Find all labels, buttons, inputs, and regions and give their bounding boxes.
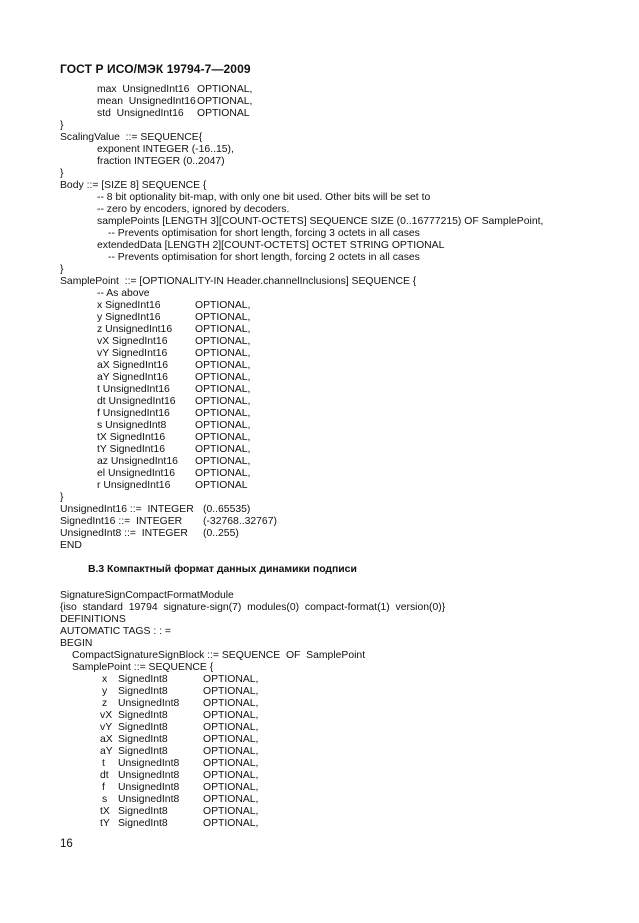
code-token: OPTIONAL, bbox=[195, 408, 251, 419]
code-token: vY SignedInt16 bbox=[97, 348, 168, 359]
code-line bbox=[60, 216, 620, 228]
code-token: max UnsignedInt16 bbox=[97, 84, 190, 95]
code-token: (0..65535) bbox=[203, 504, 251, 515]
code-line bbox=[60, 782, 620, 794]
code-token: OPTIONAL, bbox=[203, 770, 259, 781]
code-token: x SignedInt16 bbox=[97, 300, 161, 311]
code-token: } bbox=[60, 264, 64, 275]
code-token: } bbox=[60, 120, 64, 131]
code-token: BEGIN bbox=[60, 638, 93, 649]
code-token: OPTIONAL, bbox=[195, 468, 251, 479]
code-token: OPTIONAL, bbox=[195, 324, 251, 335]
code-token: SamplePoint ::= [OPTIONALITY-IN Header.channelInclusions] SEQUENCE { bbox=[60, 276, 417, 287]
code-token: SamplePoint ::= SEQUENCE { bbox=[72, 662, 214, 673]
code-line bbox=[60, 492, 620, 504]
code-token: SignedInt8 bbox=[118, 746, 168, 757]
code-line bbox=[60, 602, 620, 614]
code-token: END bbox=[60, 540, 82, 551]
code-token: vX SignedInt16 bbox=[97, 336, 168, 347]
code-token: s UnsignedInt8 bbox=[97, 420, 167, 431]
code-token: vY bbox=[100, 722, 113, 733]
code-line bbox=[60, 758, 620, 770]
code-token: z bbox=[102, 698, 108, 709]
code-line bbox=[60, 698, 620, 710]
code-line bbox=[60, 312, 620, 324]
code-token: y bbox=[102, 686, 108, 697]
code-token: el UnsignedInt16 bbox=[97, 468, 175, 479]
code-token: t bbox=[102, 758, 105, 769]
code-line bbox=[60, 746, 620, 758]
code-line bbox=[60, 686, 620, 698]
code-token: dt UnsignedInt16 bbox=[97, 396, 176, 407]
code-token: ScalingValue ::= SEQUENCE{ bbox=[60, 132, 203, 143]
code-line bbox=[60, 444, 620, 456]
code-token: aY bbox=[100, 746, 113, 757]
code-token: z UnsignedInt16 bbox=[97, 324, 173, 335]
code-line bbox=[60, 540, 620, 552]
code-token: UnsignedInt8 ::= INTEGER bbox=[60, 528, 188, 539]
code-line bbox=[60, 156, 620, 168]
page-number: 16 bbox=[60, 838, 73, 850]
asn1-code-block-1 bbox=[60, 84, 620, 552]
code-token: OPTIONAL, bbox=[203, 698, 259, 709]
code-token: OPTIONAL, bbox=[203, 686, 259, 697]
code-token: f bbox=[102, 782, 105, 793]
code-line bbox=[60, 710, 620, 722]
code-line bbox=[60, 252, 620, 264]
code-token: az UnsignedInt16 bbox=[97, 456, 178, 467]
code-line bbox=[60, 468, 620, 480]
code-line bbox=[60, 132, 620, 144]
code-line bbox=[60, 806, 620, 818]
code-token: OPTIONAL bbox=[197, 108, 250, 119]
code-line bbox=[60, 240, 620, 252]
code-token: OPTIONAL, bbox=[197, 96, 253, 107]
code-token: -- Prevents optimisation for short length, forcing 2 octets in all cases bbox=[108, 252, 420, 263]
code-token: SignedInt8 bbox=[118, 686, 168, 697]
code-token: OPTIONAL, bbox=[195, 444, 251, 455]
code-token: OPTIONAL, bbox=[195, 360, 251, 371]
code-token: OPTIONAL, bbox=[203, 782, 259, 793]
code-line bbox=[60, 204, 620, 216]
code-line bbox=[60, 144, 620, 156]
code-line bbox=[60, 528, 620, 540]
code-token: tX SignedInt16 bbox=[97, 432, 166, 443]
code-token: -- Prevents optimisation for short length, forcing 3 octets in all cases bbox=[108, 228, 420, 239]
code-line bbox=[60, 264, 620, 276]
code-token: SignedInt16 ::= INTEGER bbox=[60, 516, 183, 527]
code-line bbox=[60, 228, 620, 240]
code-line bbox=[60, 516, 620, 528]
code-line bbox=[60, 614, 620, 626]
code-token: } bbox=[60, 168, 64, 179]
code-line bbox=[60, 192, 620, 204]
code-line bbox=[60, 180, 620, 192]
code-token: s bbox=[102, 794, 108, 805]
code-line bbox=[60, 108, 620, 120]
code-token: fraction INTEGER (0..2047) bbox=[97, 156, 225, 167]
code-token: OPTIONAL, bbox=[203, 758, 259, 769]
code-line bbox=[60, 480, 620, 492]
code-line bbox=[60, 734, 620, 746]
code-token: CompactSignatureSignBlock ::= SEQUENCE OF SamplePoint bbox=[72, 650, 366, 661]
code-token: exponent INTEGER (-16..15), bbox=[97, 144, 234, 155]
code-token: UnsignedInt8 bbox=[118, 758, 180, 769]
code-line bbox=[60, 396, 620, 408]
section-title: B.3 Компактный формат данных динамики подписи bbox=[88, 564, 357, 575]
code-line bbox=[60, 276, 620, 288]
code-line bbox=[60, 662, 620, 674]
code-token: UnsignedInt8 bbox=[118, 794, 180, 805]
code-line bbox=[60, 300, 620, 312]
code-token: SignedInt8 bbox=[118, 722, 168, 733]
code-line bbox=[60, 360, 620, 372]
code-token: SignatureSignCompactFormatModule bbox=[60, 590, 234, 601]
code-token: {iso standard 19794 signature-sign(7) modules(0) compact-format(1) version(0)} bbox=[60, 602, 446, 613]
code-token: (0..255) bbox=[203, 528, 239, 539]
code-token: OPTIONAL, bbox=[195, 396, 251, 407]
code-line bbox=[60, 96, 620, 108]
code-token: SignedInt8 bbox=[118, 734, 168, 745]
code-line bbox=[60, 456, 620, 468]
code-token: OPTIONAL, bbox=[203, 794, 259, 805]
code-token: UnsignedInt8 bbox=[118, 770, 180, 781]
code-token: OPTIONAL, bbox=[195, 384, 251, 395]
code-line bbox=[60, 420, 620, 432]
code-token: OPTIONAL, bbox=[203, 746, 259, 757]
code-line bbox=[60, 626, 620, 638]
code-token: OPTIONAL, bbox=[203, 722, 259, 733]
code-token: OPTIONAL, bbox=[195, 312, 251, 323]
code-line bbox=[60, 504, 620, 516]
code-token: OPTIONAL, bbox=[203, 806, 259, 817]
code-token: extendedData [LENGTH 2][COUNT-OCTETS] OCTET STRING OPTIONAL bbox=[97, 240, 445, 251]
code-line bbox=[60, 84, 620, 96]
code-line bbox=[60, 794, 620, 806]
code-token: tX bbox=[100, 806, 110, 817]
code-token: f UnsignedInt16 bbox=[97, 408, 170, 419]
code-token: x bbox=[102, 674, 108, 685]
code-token: r UnsignedInt16 bbox=[97, 480, 171, 491]
code-token: aX SignedInt16 bbox=[97, 360, 169, 371]
code-line bbox=[60, 288, 620, 300]
code-line bbox=[60, 432, 620, 444]
code-token: mean UnsignedInt16 bbox=[97, 96, 196, 107]
code-line bbox=[60, 722, 620, 734]
code-token: OPTIONAL, bbox=[203, 818, 259, 829]
code-token: OPTIONAL, bbox=[195, 372, 251, 383]
code-line bbox=[60, 168, 620, 180]
asn1-code-block-2 bbox=[60, 590, 620, 830]
code-line bbox=[60, 770, 620, 782]
code-token: OPTIONAL, bbox=[195, 420, 251, 431]
code-token: SignedInt8 bbox=[118, 806, 168, 817]
code-token: SignedInt8 bbox=[118, 818, 168, 829]
code-line bbox=[60, 348, 620, 360]
code-line bbox=[60, 650, 620, 662]
code-token: DEFINITIONS bbox=[60, 614, 126, 625]
code-token: OPTIONAL, bbox=[203, 674, 259, 685]
code-token: OPTIONAL, bbox=[195, 300, 251, 311]
code-token: (-32768..32767) bbox=[203, 516, 277, 527]
code-token: dt bbox=[100, 770, 109, 781]
code-token: -- As above bbox=[97, 288, 150, 299]
running-header: ГОСТ Р ИСО/МЭК 19794-7—2009 bbox=[60, 62, 251, 76]
code-line bbox=[60, 408, 620, 420]
code-token: UnsignedInt8 bbox=[118, 698, 180, 709]
code-line bbox=[60, 674, 620, 686]
code-token: SignedInt8 bbox=[118, 674, 168, 685]
code-token: AUTOMATIC TAGS : : = bbox=[60, 626, 171, 637]
code-token: OPTIONAL, bbox=[203, 734, 259, 745]
code-line bbox=[60, 638, 620, 650]
code-token: OPTIONAL, bbox=[197, 84, 253, 95]
code-line bbox=[60, 372, 620, 384]
code-token: UnsignedInt16 ::= INTEGER bbox=[60, 504, 194, 515]
code-token: -- zero by encoders, ignored by decoders. bbox=[97, 204, 290, 215]
code-line bbox=[60, 324, 620, 336]
code-token: t UnsignedInt16 bbox=[97, 384, 170, 395]
code-token: OPTIONAL, bbox=[195, 456, 251, 467]
code-token: SignedInt8 bbox=[118, 710, 168, 721]
code-token: aY SignedInt16 bbox=[97, 372, 168, 383]
code-token: vX bbox=[100, 710, 113, 721]
code-token: OPTIONAL, bbox=[195, 432, 251, 443]
code-token: OPTIONAL bbox=[195, 480, 248, 491]
code-line bbox=[60, 590, 620, 602]
code-line bbox=[60, 818, 620, 830]
code-token: OPTIONAL, bbox=[203, 710, 259, 721]
code-line bbox=[60, 384, 620, 396]
code-token: samplePoints [LENGTH 3][COUNT-OCTETS] SEQUENCE SIZE (0..16777215) OF SamplePoint, bbox=[97, 216, 544, 227]
code-token: Body ::= [SIZE 8] SEQUENCE { bbox=[60, 180, 207, 191]
code-token: UnsignedInt8 bbox=[118, 782, 180, 793]
code-token: } bbox=[60, 492, 64, 503]
code-token: y SignedInt16 bbox=[97, 312, 161, 323]
code-line bbox=[60, 336, 620, 348]
code-token: aX bbox=[100, 734, 113, 745]
code-token: OPTIONAL, bbox=[195, 336, 251, 347]
code-token: -- 8 bit optionality bit-map, with only one bit used. Other bits will be set to bbox=[97, 192, 431, 203]
code-token: OPTIONAL, bbox=[195, 348, 251, 359]
code-token: tY bbox=[100, 818, 110, 829]
code-token: std UnsignedInt16 bbox=[97, 108, 184, 119]
code-line bbox=[60, 120, 620, 132]
code-token: tY SignedInt16 bbox=[97, 444, 165, 455]
